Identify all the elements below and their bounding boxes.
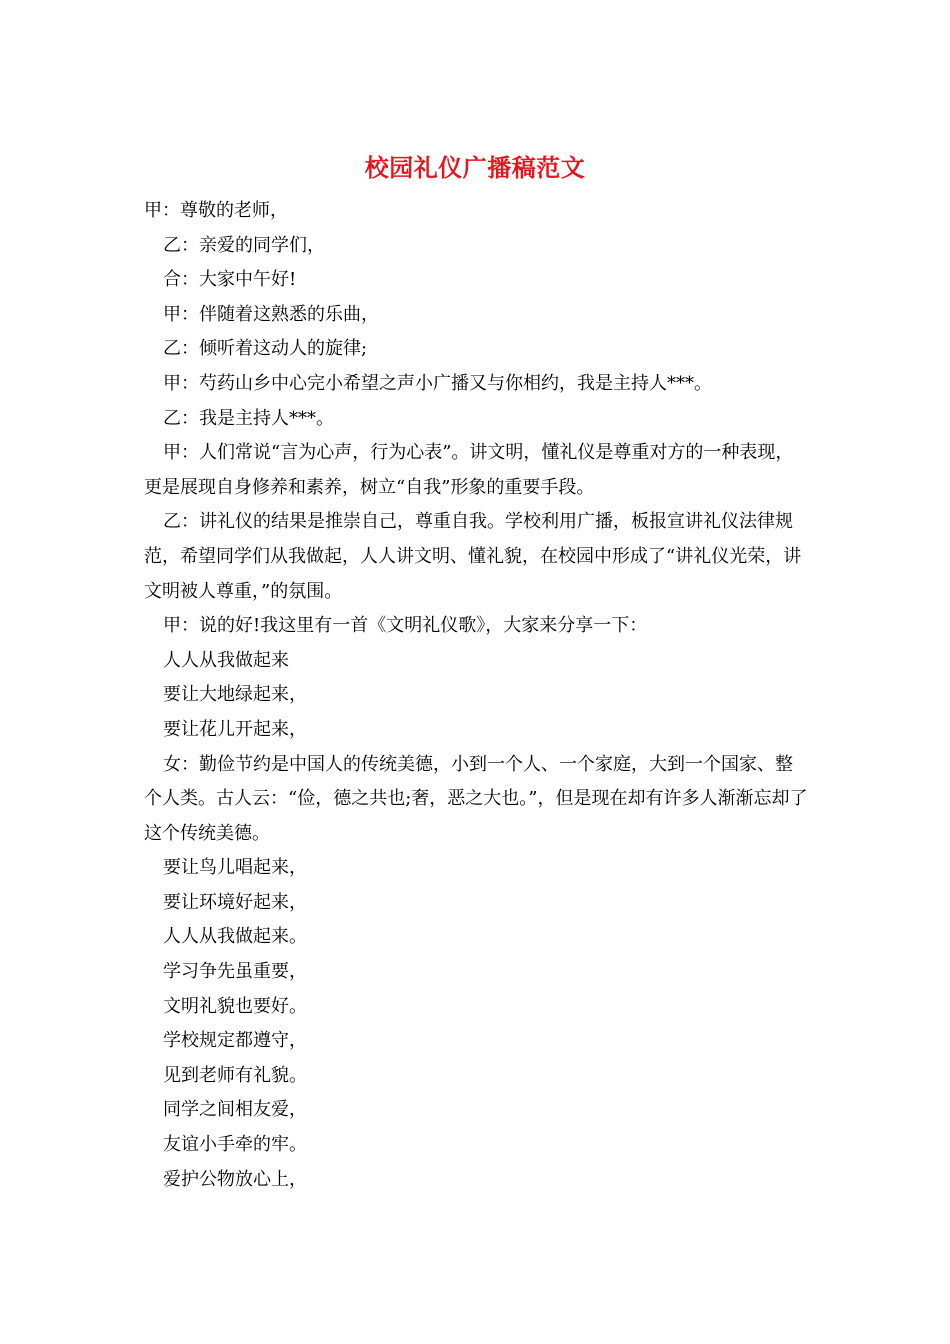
paragraph: 人人从我做起来 bbox=[163, 649, 289, 671]
paragraph: 乙：倾听着这动人的旋律; bbox=[163, 338, 368, 360]
paragraph: 人人从我做起来。 bbox=[163, 926, 307, 948]
document-title: 校园礼仪广播稿范文 bbox=[364, 153, 586, 182]
paragraph: 爱护公物放心上， bbox=[163, 1168, 307, 1190]
paragraph: 见到老师有礼貌。 bbox=[163, 1064, 307, 1086]
paragraph: 甲：人们常说“言为心声，行为心表”。讲文明，懂礼仪是尊重对方的一种表现，更是展现自身修养和素养，树立“自我”形象的重要手段。 bbox=[144, 442, 794, 498]
paragraph: 友谊小手牵的牢。 bbox=[163, 1134, 307, 1156]
paragraph: 要让鸟儿唱起来， bbox=[163, 857, 307, 879]
paragraph: 甲：伴随着这熟悉的乐曲， bbox=[163, 303, 379, 325]
paragraph: 要让大地绿起来， bbox=[163, 684, 307, 706]
paragraph: 甲：说的好!我这里有一首《文明礼仪歌》，大家来分享一下： bbox=[163, 615, 648, 637]
paragraph: 甲：芍药山乡中心完小希望之声小广播又与你相约，我是主持人***。 bbox=[163, 372, 712, 394]
paragraph: 学习争先虽重要， bbox=[163, 961, 307, 983]
paragraph: 乙：讲礼仪的结果是推崇自己，尊重自我。学校利用广播，板报宣讲礼仪法律规范，希望同学们从我做起，人人讲文明、懂礼貌，在校园中形成了“讲礼仪光荣，讲文明被人尊重，”的氛围。 bbox=[144, 511, 802, 602]
paragraph: 合：大家中午好! bbox=[163, 269, 297, 291]
paragraph: 文明礼貌也要好。 bbox=[163, 995, 307, 1017]
paragraph: 乙：亲爱的同学们， bbox=[163, 234, 325, 256]
document-body bbox=[144, 194, 808, 1197]
paragraph: 要让花儿开起来， bbox=[163, 718, 307, 740]
paragraph: 乙：我是主持人***。 bbox=[163, 407, 334, 429]
paragraph: 同学之间相友爱， bbox=[163, 1099, 307, 1121]
paragraph: 女：勤俭节约是中国人的传统美德，小到一个人、一个家庭，大到一个国家、整个人类。古人云：“俭，德之共也;奢，恶之大也。”，但是现在却有许多人渐渐忘却了这个传统美德。 bbox=[144, 753, 808, 844]
paragraph: 甲：尊敬的老师， bbox=[144, 200, 288, 221]
paragraph: 要让环境好起来， bbox=[163, 891, 307, 913]
paragraph: 学校规定都遵守， bbox=[163, 1030, 307, 1052]
